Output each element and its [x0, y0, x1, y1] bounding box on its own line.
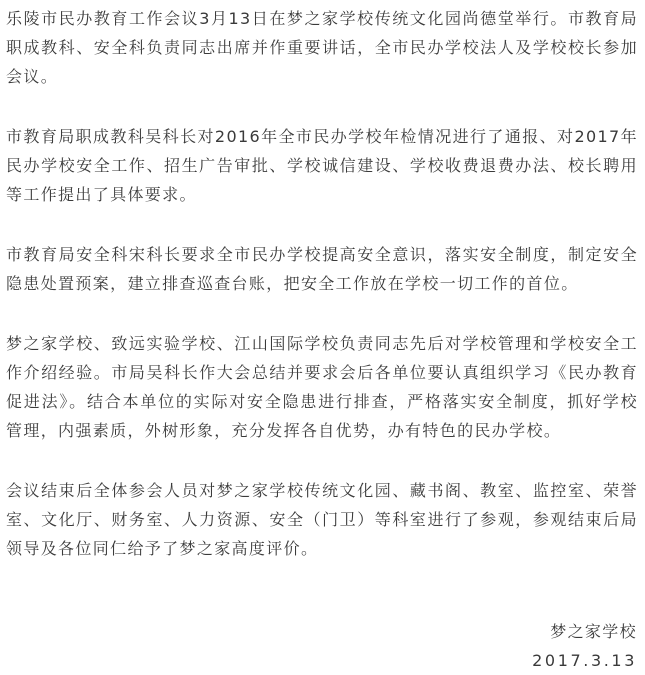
signature-block	[532, 617, 637, 675]
signature-date: 2017.3.13	[532, 651, 637, 670]
paragraph-wu-report: 市教育局职成教科吴科长对2016年全市民办学校年检情况进行了通报、对2017年民办学校安全工作、招生广告审批、学校诚信建设、学校收费退费办法、校长聘用等工作提出了具体要求。	[6, 127, 638, 204]
signature-organization: 梦之家学校	[550, 622, 637, 641]
paragraph-campus-visit: 会议结束后全体参会人员对梦之家学校传统文化园、藏书阁、教室、监控室、荣誉室、文化厅、财务室、人力资源、安全（门卫）等科室进行了参观，参观结束后局领导及各位同仁给予了梦之家高度评价。	[6, 481, 638, 558]
paragraph-experience-sharing: 梦之家学校、致远实验学校、江山国际学校负责同志先后对学校管理和学校安全工作介绍经验。市局吴科长作大会总结并要求会后各单位要认真组织学习《民办教育促进法》。结合本单位的实际对安全隐患进行排查，严格落实安全制度，抓好学校管理，内强素质，外树形象，充分发挥各自优势，办有特色的民办学校。	[6, 334, 638, 440]
paragraph-meeting-intro: 乐陵市民办教育工作会议3月13日在梦之家学校传统文化园尚德堂举行。市教育局职成教科、安全科负责同志出席并作重要讲话，全市民办学校法人及学校校长参加会议。	[6, 9, 638, 86]
article-body	[6, 4, 638, 594]
paragraph-song-requirements: 市教育局安全科宋科长要求全市民办学校提高安全意识，落实安全制度，制定安全隐患处置预案，建立排查巡查台账，把安全工作放在学校一切工作的首位。	[6, 245, 638, 293]
